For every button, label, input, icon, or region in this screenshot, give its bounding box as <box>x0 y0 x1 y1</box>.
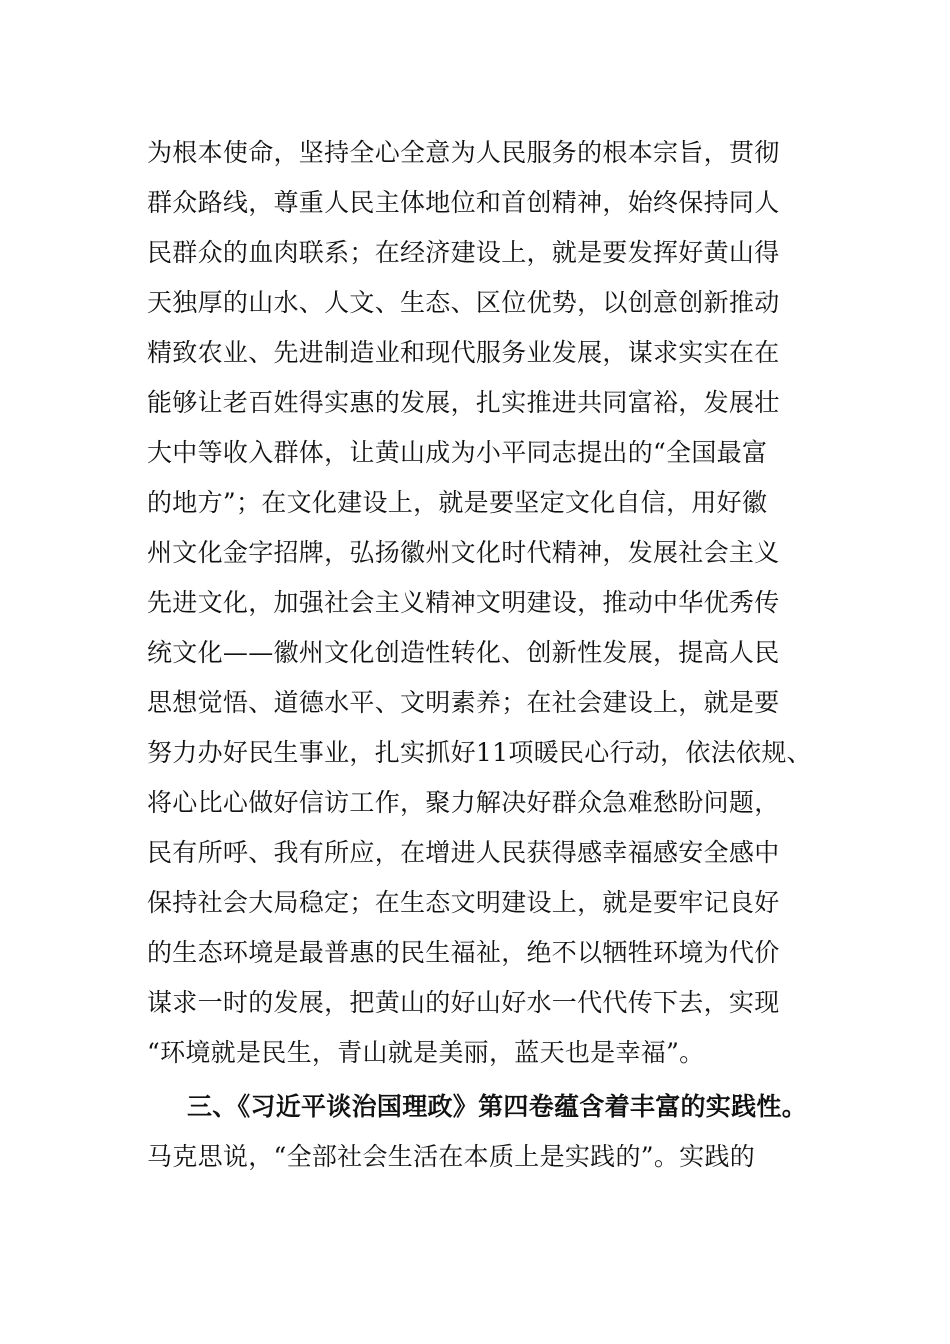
text-line: 将心比心做好信访工作，聚力解决好群众急难愁盼问题， <box>147 788 780 817</box>
text-line: 民有所呼、我有所应，在增进人民获得感幸福感安全感中 <box>147 838 780 867</box>
section-paragraph <box>147 1082 847 1182</box>
text-line: 天独厚的山水、人文、生态、区位优势，以创意创新推动 <box>147 288 780 317</box>
text-line: 统文化——徽州文化创造性转化、创新性发展，提高人民 <box>147 638 780 667</box>
text-line: 的地方”；在文化建设上，就是要坚定文化自信，用好徽 <box>147 488 768 517</box>
text-line: 为根本使命，坚持全心全意为人民服务的根本宗旨，贯彻 <box>147 138 780 167</box>
text-line: 州文化金字招牌，弘扬徽州文化时代精神，发展社会主义 <box>147 538 780 567</box>
text-line: 能够让老百姓得实惠的发展，扎实推进共同富裕，发展壮 <box>147 388 780 417</box>
text-line: 先进文化，加强社会主义精神文明建设，推动中华优秀传 <box>147 588 780 617</box>
text-line: 的生态环境是最普惠的民生福祉，绝不以牺牲环境为代价 <box>147 938 780 967</box>
text-line: 思想觉悟、道德水平、文明素养；在社会建设上，就是要 <box>147 688 780 717</box>
section-heading: 三、《习近平谈治国理政》第四卷蕴含着丰富的实践性。 <box>187 1092 808 1121</box>
text-line: 大中等收入群体，让黄山成为小平同志提出的“全国最富 <box>147 438 768 467</box>
text-line: “环境就是民生，青山就是美丽，蓝天也是幸福”。 <box>147 1038 705 1067</box>
text-line: 马克思说，“全部社会生活在本质上是实践的”。实践的 <box>147 1142 756 1171</box>
text-line: 保持社会大局稳定；在生态文明建设上，就是要牢记良好 <box>147 888 780 917</box>
text-line: 努力办好民生事业，扎实抓好11项暖民心行动，依法依规、 <box>147 738 812 767</box>
text-line: 民群众的血肉联系；在经济建设上，就是要发挥好黄山得 <box>147 238 780 267</box>
text-line: 谋求一时的发展，把黄山的好山好水一代代传下去，实现 <box>147 988 780 1017</box>
text-line: 精致农业、先进制造业和现代服务业发展，谋求实实在在 <box>147 338 780 367</box>
text-line: 群众路线，尊重人民主体地位和首创精神，始终保持同人 <box>147 188 780 217</box>
body-paragraph <box>147 128 847 1078</box>
